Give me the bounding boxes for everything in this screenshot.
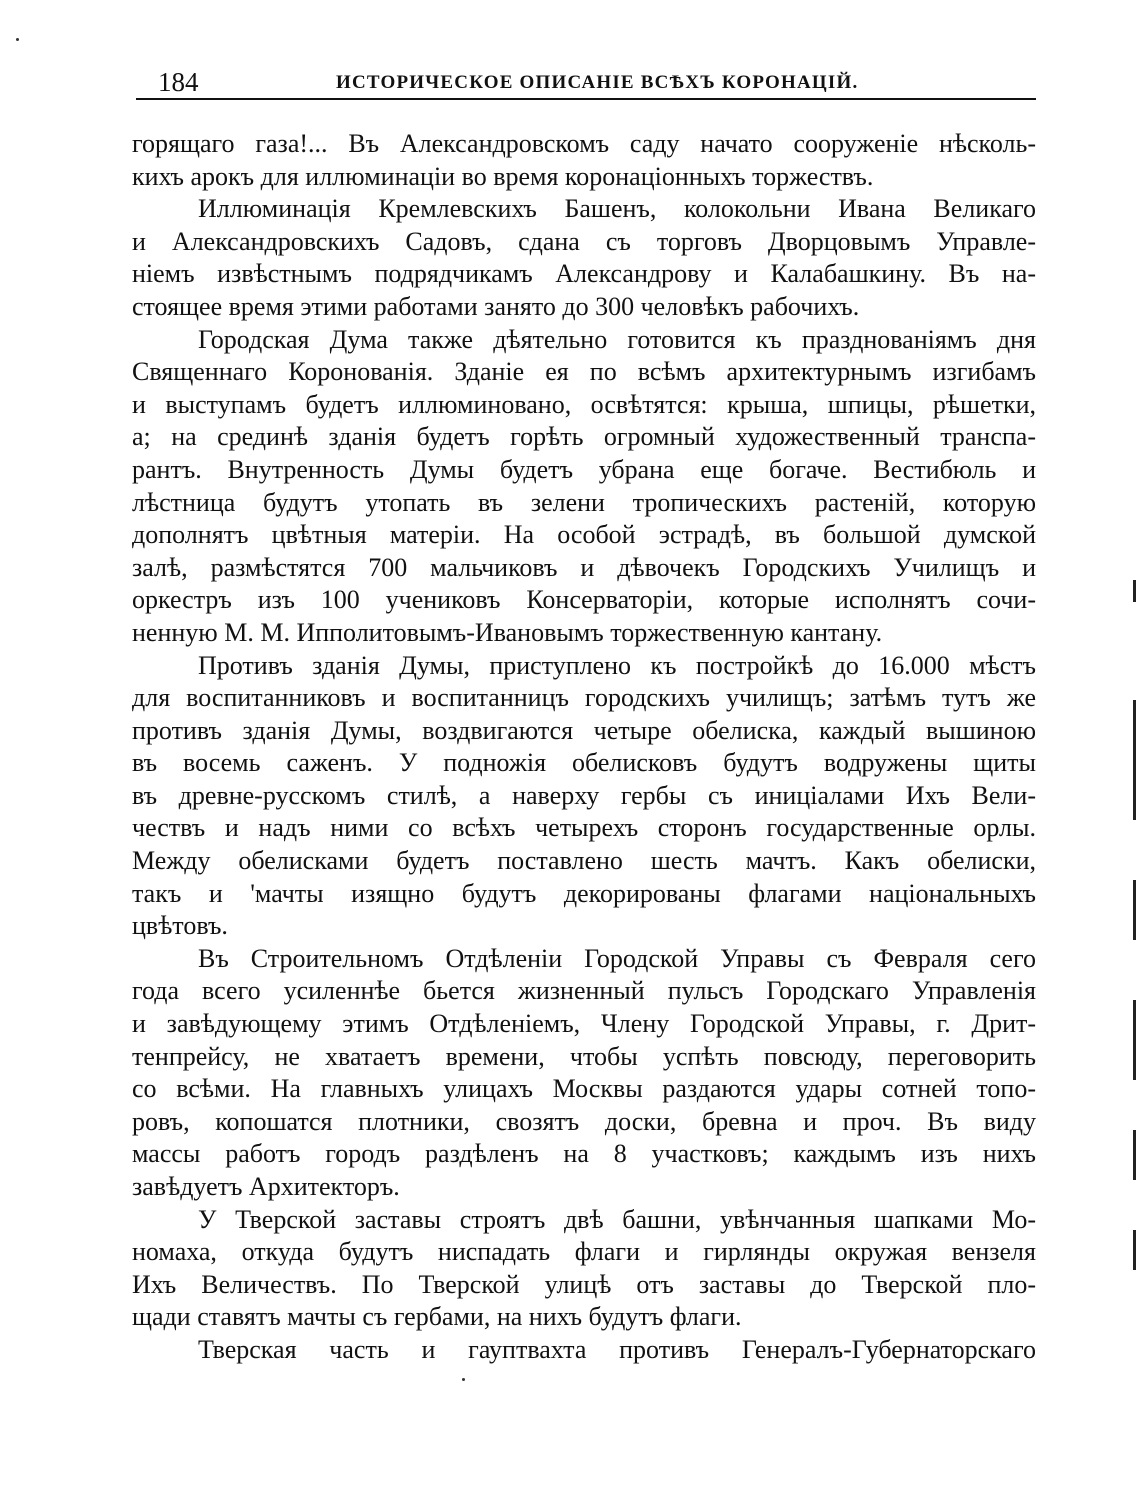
text-line: рантъ. Внутренность Думы будетъ убрана еще богаче. Вестибюль и (132, 454, 1036, 484)
text-line: ненную М. М. Ипполитовымъ-Ивановымъ торжественную кантану. (132, 617, 883, 647)
text-line: кихъ арокъ для иллюминаціи во время коронаціонныхъ торжествъ. (132, 161, 874, 191)
text-line: чествъ и надъ ними со всѣхъ четырехъ сторонъ государственные орлы. (132, 813, 1036, 843)
text-line: оркестръ изъ 100 учениковъ Консерваторіи, которые исполнятъ сочи- (132, 585, 1036, 615)
text-line: залѣ, размѣстятся 700 мальчиковъ и дѣвочекъ Городскихъ Училищъ и (132, 552, 1036, 582)
text-line: и выступамъ будетъ иллюминовано, освѣтятся: крыша, шпицы, рѣшетки, (132, 389, 1036, 419)
scan-edge-mark (1133, 700, 1136, 820)
text-line: номаха, откуда будутъ ниспадать флаги и гирлянды окружая вензеля (132, 1237, 1036, 1267)
text-line: а; на срединѣ зданія будетъ горѣть огромный художественный транспа- (132, 422, 1036, 452)
text-line: Ихъ Величествъ. По Тверской улицѣ отъ заставы до Тверской пло- (132, 1269, 1036, 1299)
scan-speck (16, 38, 19, 41)
text-line: со всѣми. На главныхъ улицахъ Москвы раздаются удары сотней топо- (132, 1074, 1036, 1104)
text-line: горящаго газа!... Въ Александровскомъ саду начато сооруженіе нѣсколь- (132, 129, 1036, 158)
text-line: и завѣдующему этимъ Отдѣленіемъ, Члену Городской Управы, г. Дрит- (132, 1009, 1036, 1039)
text-line: и Александровскихъ Садовъ, сдана съ торговъ Дворцовымъ Управле- (132, 226, 1036, 256)
text-line: Священнаго Коронованія. Зданіе ея по всѣмъ архитектурнымъ изгибамъ (132, 357, 1036, 387)
scan-edge-mark (1133, 1000, 1136, 1080)
text-line: тенпрейсу, не хватаетъ времени, чтобы успѣть повсюду, переговорить (132, 1041, 1036, 1071)
text-line: въ древне-русскомъ стилѣ, а наверху гербы съ иниціалами Ихъ Вели- (132, 780, 1036, 810)
scan-speck (462, 1378, 465, 1381)
scan-edge-mark (1133, 1230, 1136, 1270)
running-title: ИСТОРИЧЕСКОЕ ОПИСАНІЕ ВСѢХЪ КОРОНАЦІЙ. (336, 72, 859, 93)
text-line: Въ Строительномъ Отдѣленіи Городской Управы съ Февраля сего (198, 943, 1036, 973)
text-line: Противъ зданія Думы, приступлено къ постройкѣ до 16.000 мѣстъ (198, 650, 1036, 680)
text-line: щади ставятъ мачты съ гербами, на нихъ будутъ флаги. (132, 1302, 742, 1332)
text-line: У Тверской заставы строятъ двѣ башни, увѣнчанныя шапками Мо- (198, 1204, 1036, 1234)
text-line: Городская Дума также дѣятельно готовится къ празднованіямъ дня (198, 324, 1036, 354)
text-line: ровъ, копошатся плотники, свозятъ доски, бревна и проч. Въ виду (132, 1106, 1036, 1136)
text-line: Иллюминація Кремлевскихъ Башенъ, колокольни Ивана Великаго (198, 194, 1036, 224)
text-line: Тверская часть и гауптвахта противъ Генералъ-Губернаторскаго (198, 1334, 1036, 1364)
text-line: лѣстница будутъ утопать въ зелени тропическихъ растеній, которую (132, 487, 1036, 517)
text-line: цвѣтовъ. (132, 911, 228, 941)
scan-edge-mark (1133, 1130, 1136, 1180)
text-line: года всего усиленнѣе бьется жизненный пульсъ Городскаго Управленія (132, 976, 1036, 1006)
page-number: 184 (158, 67, 199, 97)
text-line: Между обелисками будетъ поставлено шесть мачтъ. Какъ обелиски, (132, 846, 1036, 876)
text-line: стоящее время этими работами занято до 300 человѣкъ рабочихъ. (132, 291, 860, 321)
text-line: въ восемь саженъ. У подножія обелисковъ будутъ водружены щиты (132, 748, 1036, 778)
text-line: противъ зданія Думы, воздвигаются четыре обелиска, каждый вышиною (132, 715, 1036, 745)
scan-edge-mark (1133, 580, 1136, 602)
text-line: ніемъ извѣстнымъ подрядчикамъ Александрову и Калабашкину. Въ на- (132, 259, 1036, 289)
text-line: дополнятъ цвѣтныя матеріи. На особой эстрадѣ, въ большой думской (132, 520, 1036, 550)
body-text (132, 128, 1036, 1367)
scan-edge-mark (1133, 880, 1136, 940)
running-header (136, 66, 1036, 100)
text-line: массы работъ городъ раздѣленъ на 8 участковъ; каждымъ изъ нихъ (132, 1139, 1036, 1169)
text-line: такъ и 'мачты изящно будутъ декорированы флагами національныхъ (132, 878, 1036, 908)
text-line: завѣдуетъ Архитекторъ. (132, 1172, 400, 1201)
text-line: для воспитанниковъ и воспитанницъ городскихъ училищъ; затѣмъ тутъ же (132, 683, 1036, 713)
